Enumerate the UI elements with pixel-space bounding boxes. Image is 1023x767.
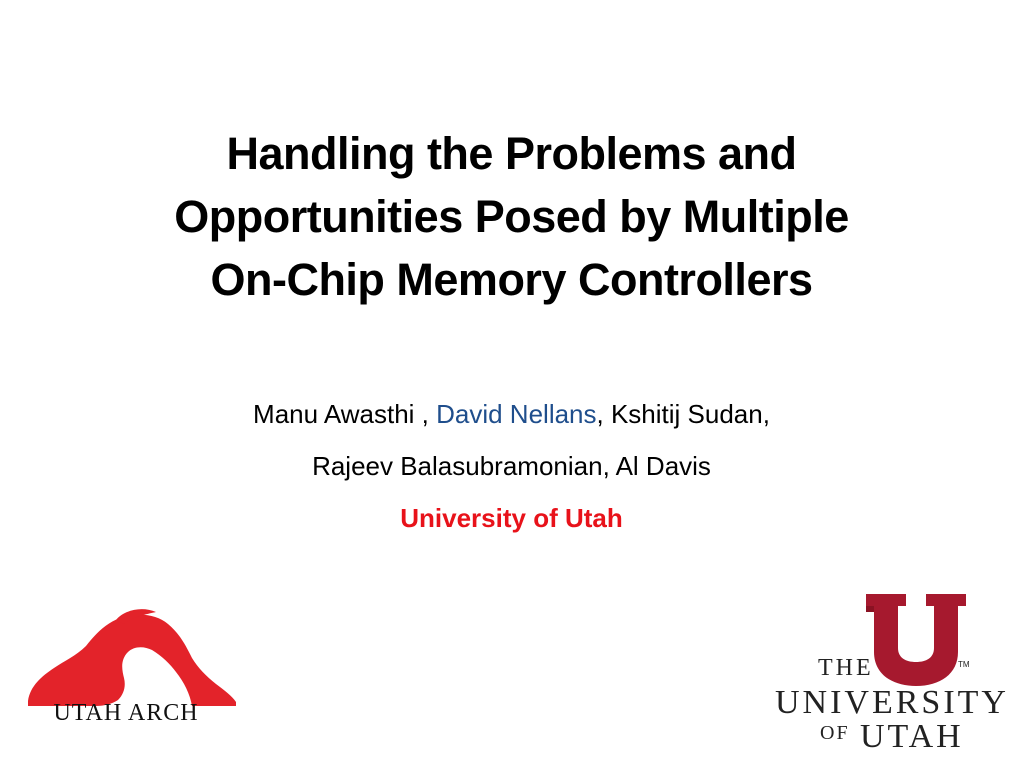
authors-line-1 — [60, 388, 963, 440]
title-line-2: Opportunities Posed by Multiple — [174, 191, 849, 242]
authors-line-2: Rajeev Balasubramonian, Al Davis — [312, 451, 711, 481]
author-text-2: , Kshitij Sudan, — [596, 399, 770, 429]
title-line-1: Handling the Problems and — [226, 128, 797, 179]
author-text-1: Manu Awasthi , — [253, 399, 437, 429]
block-u-shadow-left — [866, 606, 874, 612]
title-line-3: On-Chip Memory Controllers — [210, 254, 813, 305]
author-block — [60, 388, 963, 544]
uofu-utah-text: UTAH — [860, 718, 964, 755]
uofu-university-text: UNIVERSITY — [775, 684, 1009, 721]
block-u-icon — [866, 594, 966, 686]
trademark-mark: TM — [958, 660, 970, 669]
uofu-the-text: THE — [818, 655, 874, 681]
utah-arch-caption: UTAH ARCH — [53, 700, 199, 726]
uofu-of-text: OF — [820, 722, 850, 744]
slide-title — [60, 122, 963, 311]
affiliation: University of Utah — [400, 503, 623, 533]
highlighted-author: David Nellans — [436, 399, 597, 429]
